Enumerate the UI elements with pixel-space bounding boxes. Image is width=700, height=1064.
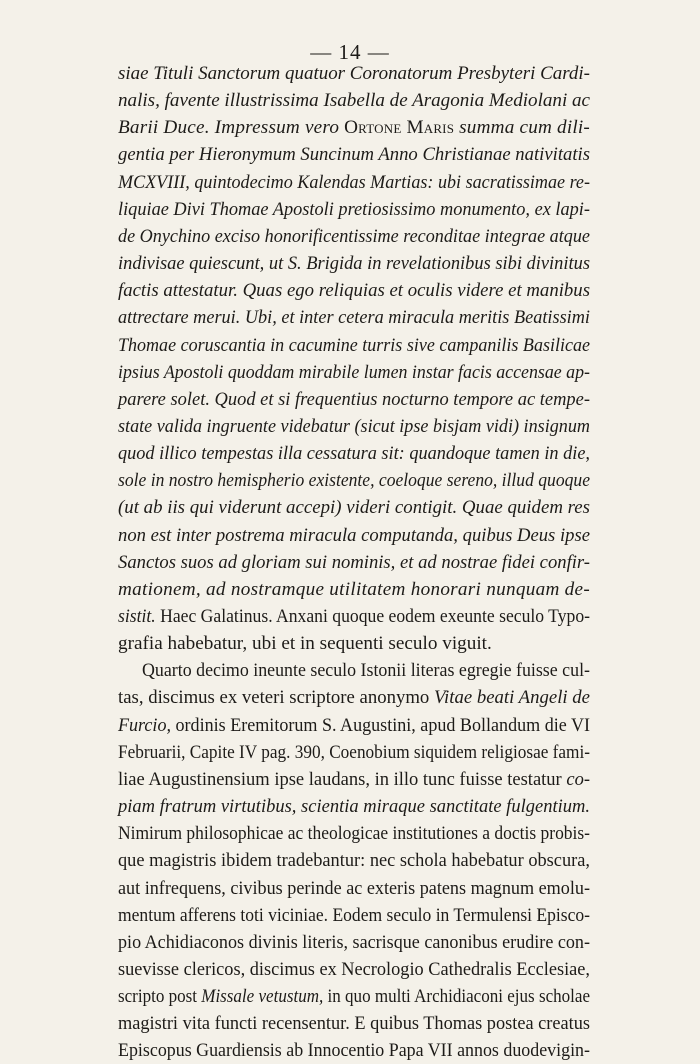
text-line xyxy=(118,359,700,386)
roman-text: ordinis Eremitorum S. Augustini, apud Bollandum die VI xyxy=(170,714,590,736)
italic-text: non est inter postrema miracula computanda, quibus Deus ipse xyxy=(118,524,590,546)
italic-text: (ut ab iis qui viderunt accepi) videri contigit. Quae quidem res xyxy=(118,497,590,519)
italic-text: siae Tituli Sanctorum quatuor Coronatorum Presbyteri Cardi- xyxy=(118,63,590,84)
italic-text: attrectare merui. Ubi, et inter cetera miracula meritis Beatissimi xyxy=(118,307,590,329)
text-line xyxy=(118,549,700,576)
italic-text: sole in nostro hemispherio existente, coeloque sereno, illud quoque xyxy=(118,470,590,492)
text-line xyxy=(118,60,700,87)
italic-text: Sanctos suos ad gloriam sui nominis, et ad nostrae fidei confir- xyxy=(118,551,590,573)
text-line xyxy=(118,929,700,956)
italic-text: quod illico tempestas illa cessatura sit: quandoque tamen in die, xyxy=(118,443,590,465)
text-line xyxy=(118,169,700,196)
text-line xyxy=(118,304,700,331)
italic-text: Furcio, xyxy=(118,714,171,736)
text-line xyxy=(118,902,700,929)
italic-text: parere solet. Quod et si frequentius nocturno tempore ac tempe- xyxy=(118,388,590,410)
italic-text: nalis, favente illustrissima Isabella de Aragonia Mediolani ac xyxy=(118,90,590,112)
text-line xyxy=(118,250,700,277)
roman-text: mentum afferens toti viciniae. Eodem seculo in Termulensi Episco- xyxy=(118,904,590,926)
italic-text: state valida ingruente videbatur (sicut ipse bisjam vidi) insignum xyxy=(118,415,590,437)
roman-text: liae Augustinensium ipse laudans, in illo tunc fuisse testatur xyxy=(118,768,567,790)
roman-text: que magistris ibidem tradebantur: nec schola habebatur obscura, xyxy=(118,850,590,872)
roman-text: magistri vita functi recensentur. E quibus Thomas postea creatus xyxy=(118,1013,590,1035)
italic-text: summa cum dili- xyxy=(454,117,590,139)
text-line xyxy=(118,87,700,114)
roman-text: pio Achidiaconos divinis literis, sacrisque canonibus erudire con- xyxy=(118,931,590,953)
italic-text: co- xyxy=(566,768,590,790)
italic-text: mationem, ad nostramque utilitatem honorari nunquam de- xyxy=(118,578,590,600)
text-line xyxy=(118,576,700,603)
text-line xyxy=(118,820,700,847)
text-line xyxy=(142,657,700,684)
italic-text: liquiae Divi Thomae Apostoli pretiosissimo monumento, ex lapi- xyxy=(118,198,590,220)
text-line xyxy=(118,983,700,1010)
text-line xyxy=(118,684,700,711)
text-line xyxy=(118,386,700,413)
text-line xyxy=(118,712,700,739)
roman-text: Quarto decimo ineunte seculo Istonii literas egregie fuisse cul- xyxy=(142,660,590,682)
italic-text: de Onychino exciso honorificentissime reconditae integrae atque xyxy=(118,225,590,247)
italic-text: indivisae quiescunt, ut S. Brigida in revelationibus sibi divinitus xyxy=(118,253,590,275)
roman-text: scripto post xyxy=(118,986,202,1008)
smallcaps-text: Ortone Maris xyxy=(344,117,455,139)
text-line xyxy=(118,847,700,874)
roman-text: aut infrequens, civibus perinde ac exteris patens magnum emolu- xyxy=(118,877,590,899)
text-line xyxy=(118,223,700,250)
roman-text: suevisse clericos, discimus ex Necrologio Cathedralis Ecclesiae, xyxy=(118,958,590,980)
roman-text: in quo multi Archidiaconi ejus scholae xyxy=(323,986,590,1008)
text-line xyxy=(118,956,700,983)
italic-text: ipsius Apostoli quoddam mirabile lumen instar facis accensae ap- xyxy=(118,361,590,383)
roman-text: Nimirum philosophicae ac theologicae institutiones a doctis probis- xyxy=(118,823,590,845)
text-line xyxy=(118,739,700,766)
text-line xyxy=(118,196,700,223)
text-line xyxy=(118,440,700,467)
italic-text: Barii Duce. Impressum vero xyxy=(118,117,345,139)
italic-text: gentia per Hieronymum Suncinum Anno Christianae nativitatis xyxy=(118,144,590,166)
roman-text: Februarii, Capite IV pag. 390, Coenobium siquidem religiosae fami- xyxy=(118,741,590,763)
text-line xyxy=(118,332,700,359)
roman-text: Haec Galatinus. Anxani quoque eodem exeunte seculo Typo- xyxy=(155,606,590,627)
text-line xyxy=(118,603,700,630)
text-line xyxy=(118,1037,700,1064)
roman-text: tas, discimus ex veteri scriptore anonymo xyxy=(118,687,434,709)
text-line xyxy=(118,467,700,494)
roman-text: grafia habebatur, ubi et in sequenti seculo viguit. xyxy=(118,633,492,655)
text-line xyxy=(118,277,700,304)
italic-text: piam fratrum virtutibus, scientia miraque sanctitate fulgentium. xyxy=(118,796,590,818)
italic-text: factis attestatur. Quas ego reliquias et oculis videre et manibus xyxy=(118,280,590,302)
roman-text: Episcopus Guardiensis ab Innocentio Papa VII annos duodevigin- xyxy=(118,1040,590,1062)
text-line xyxy=(118,1010,700,1037)
italic-text: Vitae beati Angeli de xyxy=(433,687,590,709)
text-line xyxy=(118,522,700,549)
text-line xyxy=(118,413,700,440)
text-line xyxy=(118,630,700,657)
text-line xyxy=(118,793,700,820)
italic-text: Thomae coruscantia in cacumine turris sive campanilis Basilicae xyxy=(118,334,590,356)
text-line xyxy=(118,494,700,521)
text-line xyxy=(118,766,700,793)
text-line xyxy=(118,875,700,902)
italic-text: sistit. xyxy=(118,606,156,627)
text-line xyxy=(118,114,700,141)
italic-text: Missale vetustum, xyxy=(201,986,324,1008)
page-number: — 14 — xyxy=(310,40,390,64)
italic-text: MCXVIII, quintodecimo Kalendas Martias: ubi sacratissimae re- xyxy=(118,171,590,193)
text-line xyxy=(118,141,700,168)
